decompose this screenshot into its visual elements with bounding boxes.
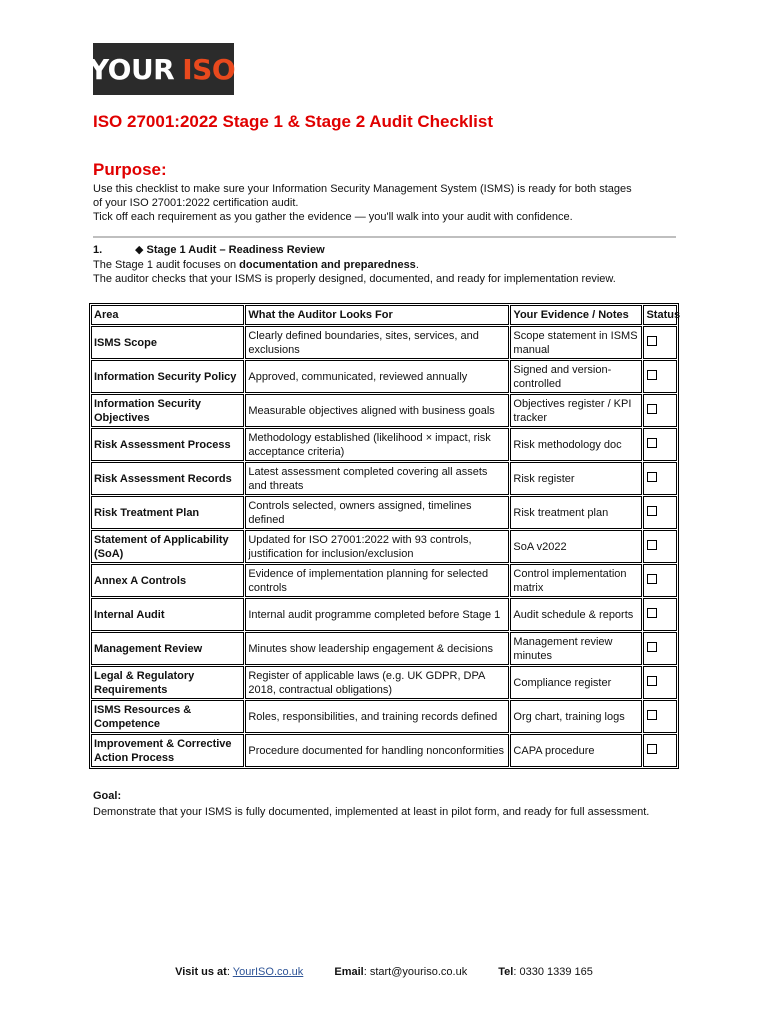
footer-website: Visit us at: YourISO.co.uk [175,966,304,978]
table-row [91,734,677,767]
row-area: Legal & Regulatory Requirements [91,666,244,699]
status-checkbox[interactable] [647,506,657,516]
logo-word-your: YOUR [88,52,175,86]
website-link[interactable]: YourISO.co.uk [232,966,304,978]
row-area: ISMS Scope [91,326,244,359]
footer-email-label: Email [334,966,364,978]
table-row [91,564,677,597]
table-row [91,666,677,699]
row-looks-for: Updated for ISO 27001:2022 with 93 controls, justification for inclusion/exclusion [245,530,509,563]
footer-tel-label: Tel [498,966,514,978]
audit-checklist-table [89,303,679,769]
table-row [91,428,677,461]
row-area: Management Review [91,632,244,665]
goal-text: Demonstrate that your ISMS is fully documented, implemented at least in pilot form, and ready for full assessment. [93,806,650,818]
col-header-status: Status [643,305,677,325]
stage1-intro-suffix: . [415,259,419,271]
row-status [643,360,677,393]
stage1-number: 1. [93,244,103,256]
stage1-intro-bold: documentation and preparedness [239,259,416,271]
purpose-text [93,182,693,224]
stage1-intro [93,258,693,286]
row-status [643,598,677,631]
purpose-line-2: Tick off each requirement as you gather the evidence — you'll walk into your audit with confidence. [93,211,573,223]
row-evidence: SoA v2022 [510,530,642,563]
table-row [91,394,677,427]
col-header-looks-for: What the Auditor Looks For [245,305,509,325]
table-row [91,598,677,631]
purpose-line-1a: Use this checklist to make sure your Information Security Management System (ISMS) is ready for both stages [93,183,632,195]
row-evidence: Audit schedule & reports [510,598,642,631]
row-area: Risk Treatment Plan [91,496,244,529]
row-status [643,734,677,767]
table-row [91,700,677,733]
logo-word-iso: ISO [182,52,236,86]
row-status [643,326,677,359]
row-status [643,632,677,665]
footer-visit-label: Visit us at [175,966,227,978]
status-checkbox[interactable] [647,404,657,414]
row-status [643,496,677,529]
section-divider [93,236,676,238]
row-looks-for: Clearly defined boundaries, sites, services, and exclusions [245,326,509,359]
status-checkbox[interactable] [647,540,657,550]
col-header-evidence: Your Evidence / Notes [510,305,642,325]
row-status [643,666,677,699]
company-logo [88,43,236,95]
row-looks-for: Approved, communicated, reviewed annually [245,360,509,393]
stage1-intro-line-2: The auditor checks that your ISMS is properly designed, documented, and ready for implementation review. [93,273,616,285]
footer-email: Email: start@youriso.co.uk [334,966,468,978]
row-evidence: Scope statement in ISMS manual [510,326,642,359]
diamond-icon: ◆ [135,244,144,256]
table-row [91,530,677,563]
status-checkbox[interactable] [647,574,657,584]
row-looks-for: Methodology established (likelihood × impact, risk acceptance criteria) [245,428,509,461]
row-area: Internal Audit [91,598,244,631]
row-area: Improvement & Corrective Action Process [91,734,244,767]
row-status [643,462,677,495]
row-looks-for: Register of applicable laws (e.g. UK GDPR, DPA 2018, contractual obligations) [245,666,509,699]
row-looks-for: Controls selected, owners assigned, timelines defined [245,496,509,529]
row-evidence: Signed and version-controlled [510,360,642,393]
row-area: Information Security Objectives [91,394,244,427]
row-evidence: CAPA procedure [510,734,642,767]
status-checkbox[interactable] [647,642,657,652]
stage1-heading-text: Stage 1 Audit – Readiness Review [146,244,325,256]
page-footer [0,966,768,978]
status-checkbox[interactable] [647,744,657,754]
row-area: Annex A Controls [91,564,244,597]
row-area: Risk Assessment Records [91,462,244,495]
purpose-heading: Purpose: [93,160,167,179]
row-looks-for: Procedure documented for handling nonconformities [245,734,509,767]
document-title: ISO 27001:2022 Stage 1 & Stage 2 Audit Checklist [93,112,493,131]
row-evidence: Compliance register [510,666,642,699]
row-area: Statement of Applicability (SoA) [91,530,244,563]
table-row [91,632,677,665]
purpose-line-1b: of your ISO 27001:2022 certification audit. [93,197,299,209]
col-header-area: Area [91,305,244,325]
row-evidence: Objectives register / KPI tracker [510,394,642,427]
status-checkbox[interactable] [647,370,657,380]
row-area: ISMS Resources & Competence [91,700,244,733]
row-status [643,530,677,563]
footer-tel: Tel: 0330 1339 165 [498,966,593,978]
table-row [91,326,677,359]
row-looks-for: Evidence of implementation planning for selected controls [245,564,509,597]
row-looks-for: Measurable objectives aligned with business goals [245,394,509,427]
row-evidence: Risk treatment plan [510,496,642,529]
table-row [91,360,677,393]
row-evidence: Management review minutes [510,632,642,665]
row-looks-for: Latest assessment completed covering all assets and threats [245,462,509,495]
status-checkbox[interactable] [647,336,657,346]
row-evidence: Risk register [510,462,642,495]
stage1-heading [93,243,325,256]
status-checkbox[interactable] [647,710,657,720]
status-checkbox[interactable] [647,608,657,618]
row-status [643,700,677,733]
row-status [643,394,677,427]
row-evidence: Org chart, training logs [510,700,642,733]
table-row [91,496,677,529]
row-area: Risk Assessment Process [91,428,244,461]
status-checkbox[interactable] [647,472,657,482]
row-looks-for: Minutes show leadership engagement & decisions [245,632,509,665]
goal-heading: Goal: [93,790,122,802]
row-looks-for: Roles, responsibilities, and training records defined [245,700,509,733]
row-looks-for: Internal audit programme completed before Stage 1 [245,598,509,631]
status-checkbox[interactable] [647,676,657,686]
row-area: Information Security Policy [91,360,244,393]
email-value[interactable]: start@youriso.co.uk [369,966,468,978]
status-checkbox[interactable] [647,438,657,448]
table-header-row [91,305,677,325]
row-evidence: Risk methodology doc [510,428,642,461]
table-row [91,462,677,495]
stage1-intro-prefix: The Stage 1 audit focuses on [93,259,240,271]
tel-value: 0330 1339 165 [519,966,593,978]
row-status [643,564,677,597]
row-status [643,428,677,461]
row-evidence: Control implementation matrix [510,564,642,597]
